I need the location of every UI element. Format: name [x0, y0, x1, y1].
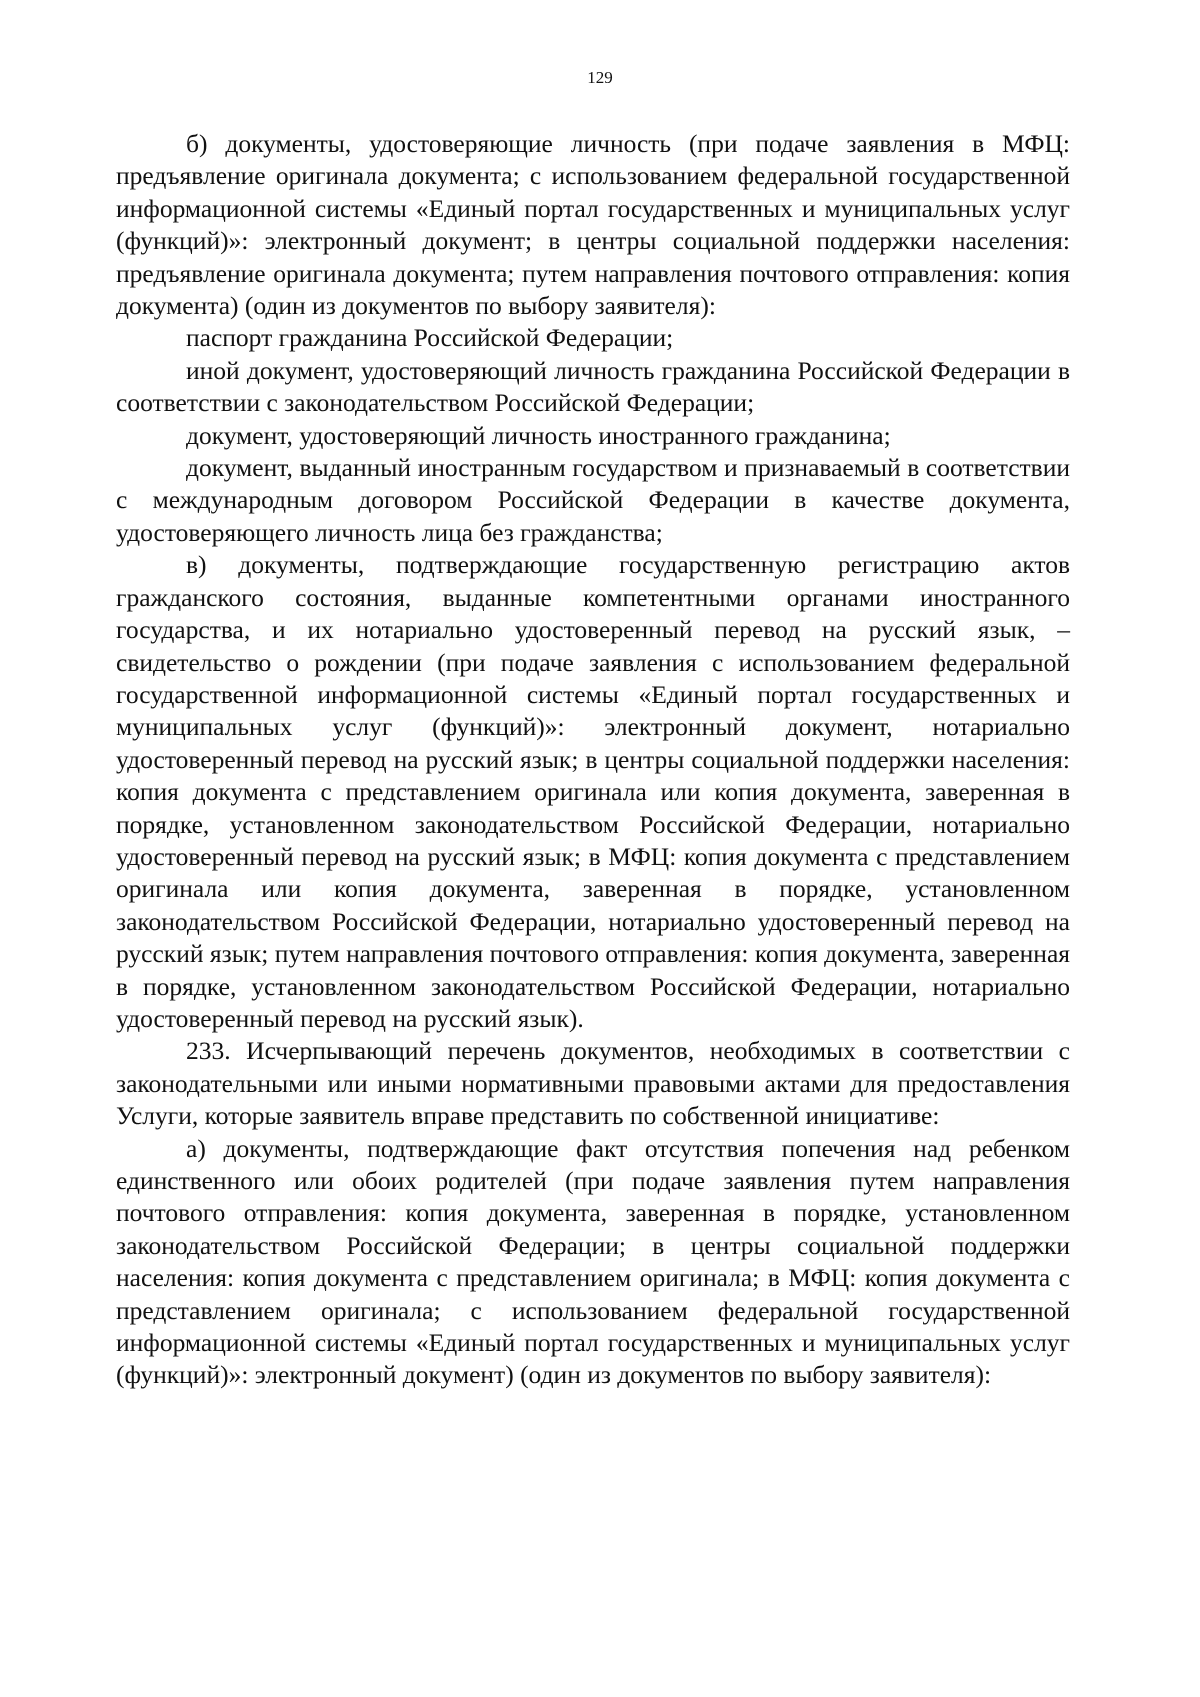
list-item-passport: паспорт гражданина Российской Федерации;	[186, 323, 674, 353]
paragraph-233: 233. Исчерпывающий перечень документов, необходимых в соответствии с законодательными или иными нормативными правовыми актами для предоставления Услуги, которые заявитель вправе представить по собственной инициативе:	[116, 1036, 1070, 1131]
list-item-stateless-person-id: документ, выданный иностранным государством и признаваемый в соответствии с международным договором Российской Федерации в качестве документа, удостоверяющего личность лица без гражданства;	[116, 453, 1070, 547]
document-body	[116, 128, 1070, 1392]
list-item-other-id-document: иной документ, удостоверяющий личность гражданина Российской Федерации в соответствии с законодательством Российской Федерации;	[116, 355, 1070, 418]
paragraph-v-civil-registration-documents: в) документы, подтверждающие государственную регистрацию актов гражданского состояния, выданные компетентными органами иностранного государства, и их нотариально удостоверенный перевод на русский язык, – свидетельство о рождении (при подаче заявления с использованием федеральной государственной информационной системы «Единый портал государственных и муниципальных услуг (функций)»: электронный документ, нотариально удостоверенный перевод на русский язык; в центры социальной поддержки населения: копия документа с представлением оригинала или копия документа, заверенная в порядке, установленном законодательством Российской Федерации, нотариально удостоверенный перевод на русский язык; в МФЦ: копия документа с представлением оригинала или копия документа, заверенная в порядке, установленном законодательством Российской Федерации, нотариально удостоверенный перевод на русский язык; путем направления почтового отправления: копия документа, заверенная в порядке, установленном законодательством Российской Федерации, нотариально удостоверенный перевод на русский язык).	[116, 550, 1070, 1033]
page-number: 129	[587, 68, 613, 87]
paragraph-a-lack-of-parental-care: а) документы, подтверждающие факт отсутствия попечения над ребенком единственного или обоих родителей (при подаче заявления путем направления почтового отправления: копия документа, заверенная в порядке, установленном законодательством Российской Федерации; в центры социальной поддержки населения: копия документа с представлением оригинала; в МФЦ: копия документа с представлением оригинала; с использованием федеральной государственной информационной системы «Единый портал государственных и муниципальных услуг (функций)»: электронный документ) (один из документов по выбору заявителя):	[116, 1133, 1070, 1390]
paragraph-b-identity-documents: б) документы, удостоверяющие личность (при подаче заявления в МФЦ: предъявление оригинала документа; с использованием федеральной государственной информационной системы «Единый портал государственных и муниципальных услуг (функций)»: электронный документ; в центры социальной поддержки населения: предъявление оригинала документа; путем направления почтового отправления: копия документа) (один из документов по выбору заявителя):	[116, 129, 1070, 321]
list-item-foreign-citizen-id: документ, удостоверяющий личность иностранного гражданина;	[186, 420, 891, 450]
